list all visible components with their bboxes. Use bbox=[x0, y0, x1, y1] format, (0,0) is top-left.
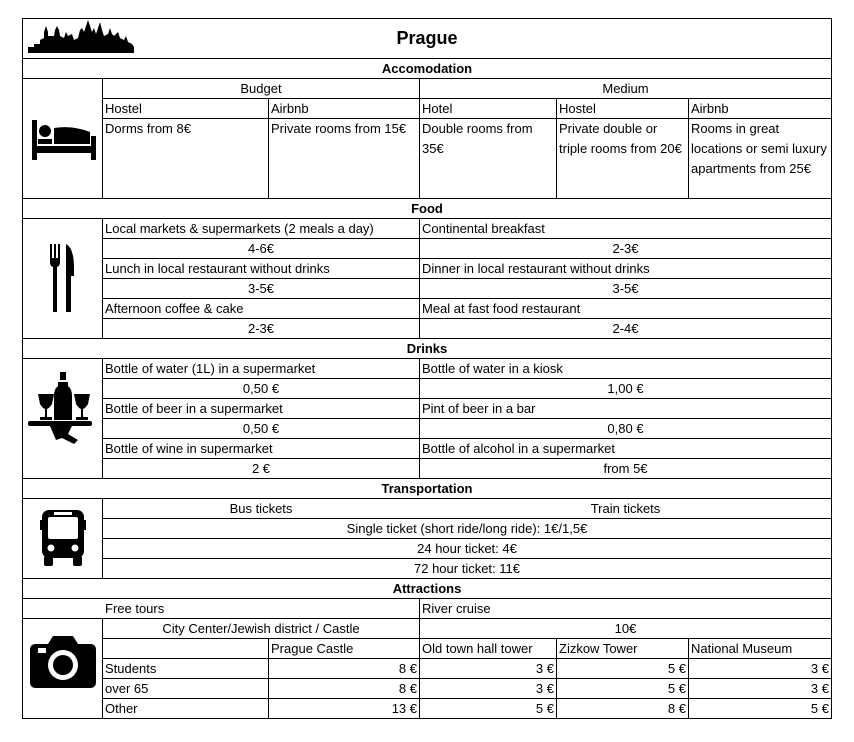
food-item: Lunch in local restaurant without drinks bbox=[105, 261, 330, 276]
accommodation-price: Private rooms from 15€ bbox=[271, 121, 407, 136]
food-price: 3-5€ bbox=[612, 281, 639, 296]
accommodation-type: Hostel bbox=[559, 101, 596, 116]
train-tickets-label: Train tickets bbox=[590, 501, 661, 516]
page-title: Prague bbox=[396, 28, 458, 48]
free-tours-label: Free tours bbox=[105, 601, 165, 616]
bus-icon bbox=[40, 510, 86, 566]
accommodation-price: Rooms in great locations or semi luxury apartments from 25€ bbox=[691, 121, 827, 176]
medium-header: Medium bbox=[602, 81, 649, 96]
accommodation-price: Private double or triple rooms from 20€ bbox=[559, 121, 682, 156]
single-ticket: Single ticket (short ride/long ride): 1€/1,5€ bbox=[346, 521, 588, 536]
accommodation-type: Hostel bbox=[105, 101, 142, 116]
day-ticket: 24 hour ticket: 4€ bbox=[417, 541, 517, 556]
food-item: Dinner in local restaurant without drinks bbox=[422, 261, 650, 276]
drink-item: Bottle of alcohol in a supermarket bbox=[422, 441, 615, 456]
drink-price: from 5€ bbox=[603, 461, 648, 476]
drink-item: Bottle of water (1L) in a supermarket bbox=[105, 361, 316, 376]
drink-item: Bottle of water in a kiosk bbox=[422, 361, 563, 376]
section-accommodation: Accomodation bbox=[381, 61, 473, 76]
visitor-group: Other bbox=[105, 701, 138, 716]
accommodation-price: Double rooms from 35€ bbox=[422, 121, 533, 156]
section-food: Food bbox=[411, 201, 443, 216]
section-drinks: Drinks bbox=[406, 341, 448, 356]
drink-price: 0,80 € bbox=[607, 421, 644, 436]
drink-price: 2 € bbox=[251, 461, 271, 476]
drinks-tray-icon bbox=[24, 372, 96, 446]
free-tours-area: City Center/Jewish district / Castle bbox=[162, 621, 360, 636]
venue-header: Zizkow Tower bbox=[559, 641, 638, 656]
ticket-price: 3 € bbox=[810, 661, 829, 676]
drink-item: Bottle of beer in a supermarket bbox=[105, 401, 283, 416]
food-price: 3-5€ bbox=[247, 281, 275, 296]
accommodation-type: Hotel bbox=[422, 101, 453, 116]
accommodation-price: Dorms from 8€ bbox=[105, 121, 191, 136]
drink-price: 0,50 € bbox=[242, 381, 280, 396]
venue-header: Old town hall tower bbox=[422, 641, 533, 656]
river-cruise-price: 10€ bbox=[614, 621, 637, 636]
ticket-price: 3 € bbox=[535, 681, 554, 696]
section-transportation: Transportation bbox=[381, 481, 473, 496]
bed-icon bbox=[32, 118, 96, 162]
ticket-price: 8 € bbox=[398, 661, 417, 676]
accommodation-type: Airbnb bbox=[691, 101, 729, 116]
drink-price: 1,00 € bbox=[607, 381, 644, 396]
food-item: Continental breakfast bbox=[422, 221, 545, 236]
section-attractions: Attractions bbox=[392, 581, 462, 596]
drink-price: 0,50 € bbox=[242, 421, 280, 436]
venue-header: Prague Castle bbox=[271, 641, 354, 656]
drink-item: Pint of beer in a bar bbox=[422, 401, 536, 416]
ticket-price: 5 € bbox=[667, 661, 686, 676]
ticket-price: 13 € bbox=[391, 701, 417, 716]
ticket-price: 5 € bbox=[810, 701, 829, 716]
food-price: 4-6€ bbox=[247, 241, 275, 256]
accommodation-type: Airbnb bbox=[271, 101, 309, 116]
visitor-group: Students bbox=[105, 661, 157, 676]
ticket-price: 5 € bbox=[667, 681, 686, 696]
food-price: 2-4€ bbox=[612, 321, 639, 336]
budget-header: Budget bbox=[240, 81, 282, 96]
ticket-price: 5 € bbox=[535, 701, 554, 716]
camera-icon bbox=[30, 634, 96, 688]
river-cruise-label: River cruise bbox=[422, 601, 491, 616]
venue-header: National Museum bbox=[691, 641, 793, 656]
drink-item: Bottle of wine in supermarket bbox=[105, 441, 273, 456]
ticket-price: 3 € bbox=[535, 661, 554, 676]
food-price: 2-3€ bbox=[247, 321, 275, 336]
food-price: 2-3€ bbox=[612, 241, 639, 256]
bus-tickets-label: Bus tickets bbox=[229, 501, 293, 516]
fork-knife-icon bbox=[50, 244, 76, 312]
price-sheet bbox=[22, 18, 832, 719]
food-item: Afternoon coffee & cake bbox=[105, 301, 244, 316]
three-day-ticket: 72 hour ticket: 11€ bbox=[414, 561, 520, 576]
food-item: Local markets & supermarkets (2 meals a day) bbox=[105, 221, 374, 236]
food-item: Meal at fast food restaurant bbox=[422, 301, 581, 316]
ticket-price: 8 € bbox=[398, 681, 417, 696]
visitor-group: over 65 bbox=[105, 681, 149, 696]
ticket-price: 3 € bbox=[810, 681, 829, 696]
ticket-price: 8 € bbox=[667, 701, 686, 716]
